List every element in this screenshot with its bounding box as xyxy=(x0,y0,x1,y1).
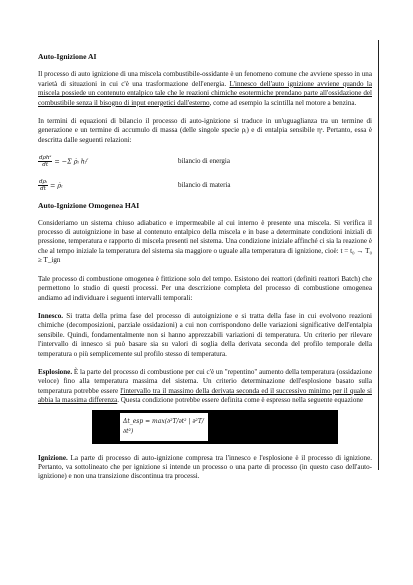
equation-energy-label: bilancio di energia xyxy=(178,156,230,165)
paragraph-innesco: Innesco. Si tratta della prima fase del processo di autoignizione e si tratta della fase in cui evolvono reazioni chimiche (decomposizioni, parziale ossidazioni) a cui non corrispondono delle variazioni significative dell'entalpia sensibile. Quindi, fondamentalmente non si hanno apprezzabili variazioni di temperatura. Un criterio per rilevare l'intervallo di innesco si può basare sia su valori di soglia della derivata seconda del profilo temporale della temperatura o più semplicemente sul profilo stesso di temperatura. xyxy=(38,311,372,358)
paragraph-ignizione: Ignizione. La parte di processo di auto-ignizione compresa tra l'innesco e l'esplosione è il processo di ignizione. Pertanto, va sottolineato che per ignizione si intende un processo o una parte di processo (in questo caso dell'auto-ignizione) e non una transizione discontinua tra processi. xyxy=(38,453,372,481)
equation-mass-label: bilancio di materia xyxy=(178,180,231,189)
paragraph-intro: Il processo di auto ignizione di una miscela combustibile-ossidante è un fenomeno comune che avviene spesso in una varietà di situazioni in cui c'è una trasformazione dell'energia. L'innesco dell'auto ignizione avviene quando la miscela possiede un contenuto entalpico tale che le reazioni chimiche esotermiche prendano parte all'ossidazione del combustibile senza il bisogno di input energetici dall'esterno, come ad esempio la scintilla nel motore a benzina. xyxy=(38,70,372,107)
equation-mass: $\frac{\text{dρᵢ}}{dt}$ = ρ̇ᵢ bilancio di materia xyxy=(39,178,231,192)
margin-rule xyxy=(378,40,379,470)
paragraph-batch: Tale processo di combustione omogenea è fittizione solo del tempo. Esistono dei reattori (definiti reattori Batch) che permettono lo studio di questi processi. Per una descrizione completa del processo di combustione omogenea andiamo ad individuare i seguenti intervalli temporali: xyxy=(38,274,372,302)
paragraph-homogeneous: Consideriamo un sistema chiuso adiabatico e impermeabile al cui interno è presente una miscela. Si verifica il processo di autoignizione in base al contenuto entalpico della miscela e in base a determinate condizioni iniziali di pressione, temperatura e rapporto di miscela presenti nel sistema. Una condizione iniziale affinché ci sia la reazione è che al tempo iniziale la temperatura del sistema sia maggiore o uguale alla temperatura di ignizione, cioè: t = t₀ → T₀ ≥ T_ign xyxy=(38,218,372,265)
equation-explosion: Δt_esp = max(∂²T/∂t² | ∂²T/∂t²) xyxy=(120,413,208,441)
document-body xyxy=(38,52,372,482)
paragraph-esplosione: Esplosione. È la parte del processo di combustione per cui c'è un "repentino" aumento della temperatura (ossidazione veloce) fino alla temperatura massima del sistema. Un criterio determinazione dell'esplosione basato sulla temperatura potrebbe essere l'intervallo tra il massimo della derivata seconda ed il successivo minimo per il quale si abbia la massima differenza. Questa condizione potrebbe essere definita come è espresso nella seguente equazione xyxy=(38,367,372,405)
equation-energy: $\frac{\text{dρhˢ}}{dt}$ = −Σ ρ̇ᵢ hᵢᶠ bilancio di energia xyxy=(39,154,230,168)
section-title-ai: Auto-Ignizione AI xyxy=(38,52,97,61)
section-title-hai: Auto-Ignizione Omogenea HAI xyxy=(38,201,140,211)
paragraph-balance: In termini di equazioni di bilancio il processo di auto-ignizione si traduce in un'uguaglianza tra un termine di generazione e un termine di accumulo di massa (delle singole specie ρᵢ) e di entalpia sensibile ηˢ. Pertanto, essa è descritta dalle seguenti relazioni: xyxy=(38,117,372,144)
equation-image-box xyxy=(92,410,338,444)
